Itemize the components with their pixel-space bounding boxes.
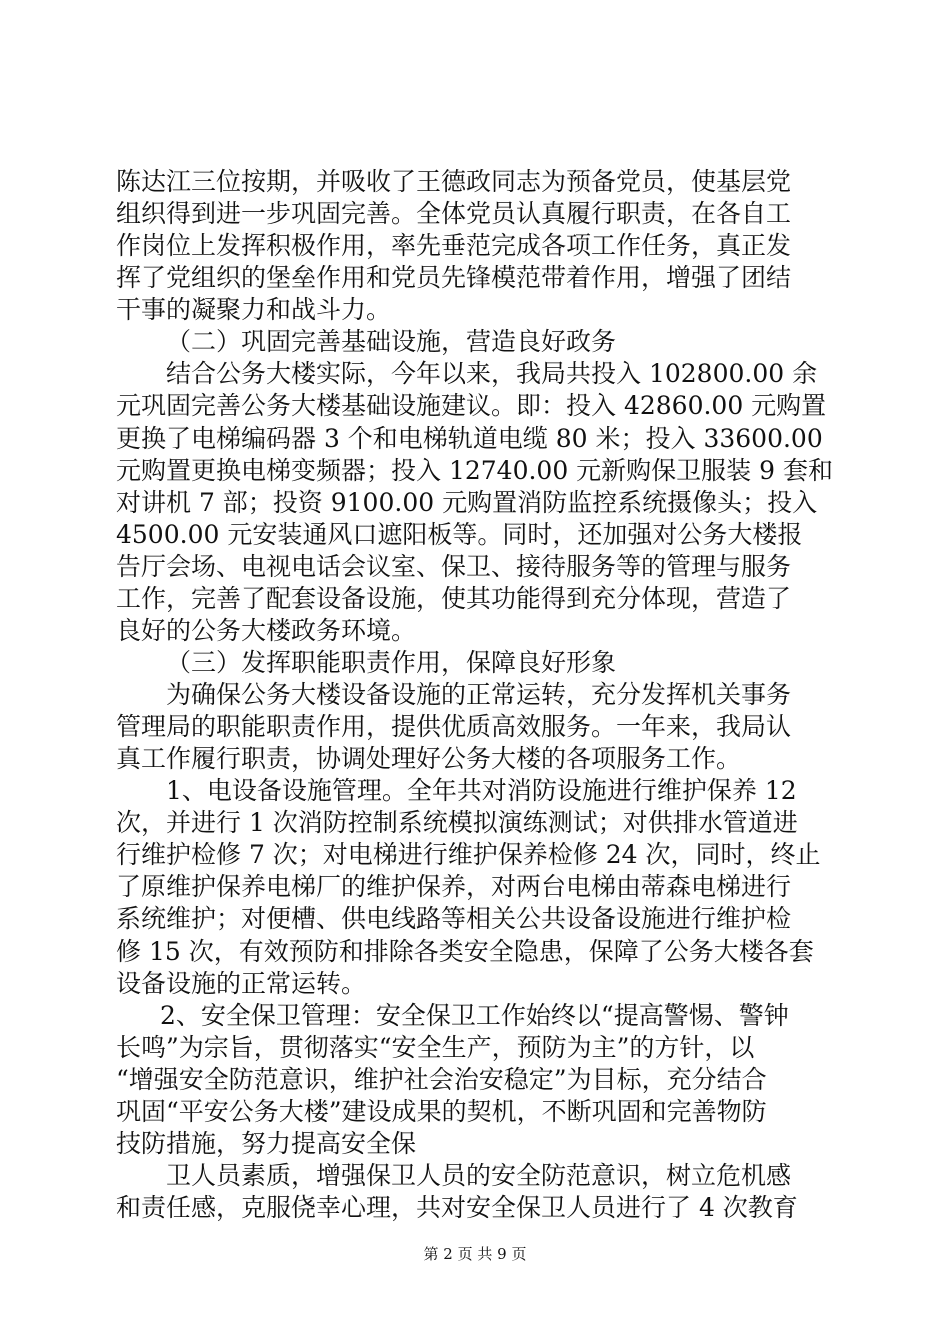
text-line: 1、电设备设施管理。全年共对消防设施进行维护保养 12 (166, 776, 797, 805)
text-line: 了原维护保养电梯厂的维护保养，对两台电梯由蒂森电梯进行 (116, 872, 792, 901)
text-line: 技防措施，努力提高安全保 (116, 1129, 417, 1158)
text-line: 工作，完善了配套设备设施，使其功能得到充分体现，营造了 (116, 584, 792, 613)
text-line: 巩固“平安公务大楼”建设成果的契机，不断巩固和完善物防 (116, 1097, 767, 1126)
text-line: 干事的凝聚力和战斗力。 (116, 295, 392, 324)
text-line: 卫人员素质，增强保卫人员的安全防范意识，树立危机感 (166, 1161, 792, 1190)
text-line: 挥了党组织的堡垒作用和党员先锋模范带着作用，增强了团结 (116, 263, 792, 292)
page-footer (0, 1244, 950, 1264)
text-line: 长鸣”为宗旨，贯彻落实“安全生产，预防为主”的方针，以 (116, 1033, 755, 1062)
text-line: 4500.00 元安装通风口遮阳板等。同时，还加强对公务大楼报 (116, 520, 803, 549)
section-heading: （二）巩固完善基础设施，营造良好政务 (166, 327, 617, 356)
text-line: 设备设施的正常运转。 (116, 969, 367, 998)
text-line: 2、安全保卫管理：安全保卫工作始终以“提高警惕、警钟 (160, 1001, 789, 1030)
text-line: 次，并进行 1 次消防控制系统模拟演练测试；对供排水管道进 (116, 808, 798, 837)
text-line: 告厅会场、电视电话会议室、保卫、接待服务等的管理与服务 (116, 552, 792, 581)
text-line: 结合公务大楼实际，今年以来，我局共投入 102800.00 余 (166, 359, 818, 388)
section-heading: （三）发挥职能职责作用，保障良好形象 (166, 648, 617, 677)
text-line: 良好的公务大楼政务环境。 (116, 616, 417, 645)
text-line: 组织得到进一步巩固完善。全体党员认真履行职责，在各自工 (116, 199, 792, 228)
text-line: 为确保公务大楼设备设施的正常运转，充分发挥机关事务 (166, 680, 792, 709)
text-line: 元巩固完善公务大楼基础设施建议。即：投入 42860.00 元购置 (116, 391, 827, 420)
text-line: 行维护检修 7 次；对电梯进行维护保养检修 24 次，同时，终止 (116, 840, 821, 869)
text-line: 真工作履行职责，协调处理好公务大楼的各项服务工作。 (116, 744, 742, 773)
text-line: 修 15 次，有效预防和排除各类安全隐患，保障了公务大楼各套 (116, 937, 814, 966)
text-line: “增强安全防范意识，维护社会治安稳定”为目标，充分结合 (116, 1065, 767, 1094)
text-line: 和责任感，克服侥幸心理，共对安全保卫人员进行了 4 次教育 (116, 1193, 798, 1222)
text-line: 作岗位上发挥积极作用，率先垂范完成各项工作任务，真正发 (116, 231, 792, 260)
text-line: 对讲机 7 部；投资 9100.00 元购置消防监控系统摄像头；投入 (116, 488, 818, 517)
text-line: 系统维护；对便槽、供电线路等相关公共设备设施进行维护检 (116, 904, 792, 933)
text-line: 陈达江三位按期，并吸收了王德政同志为预备党员，使基层党 (116, 167, 792, 196)
text-line: 管理局的职能职责作用，提供优质高效服务。一年来，我局认 (116, 712, 792, 741)
text-line: 更换了电梯编码器 3 个和电梯轨道电缆 80 米；投入 33600.00 (116, 424, 823, 453)
page-number: 第 2 页 共 9 页 (423, 1245, 527, 1263)
text-line: 元购置更换电梯变频器；投入 12740.00 元新购保卫服装 9 套和 (116, 456, 833, 485)
